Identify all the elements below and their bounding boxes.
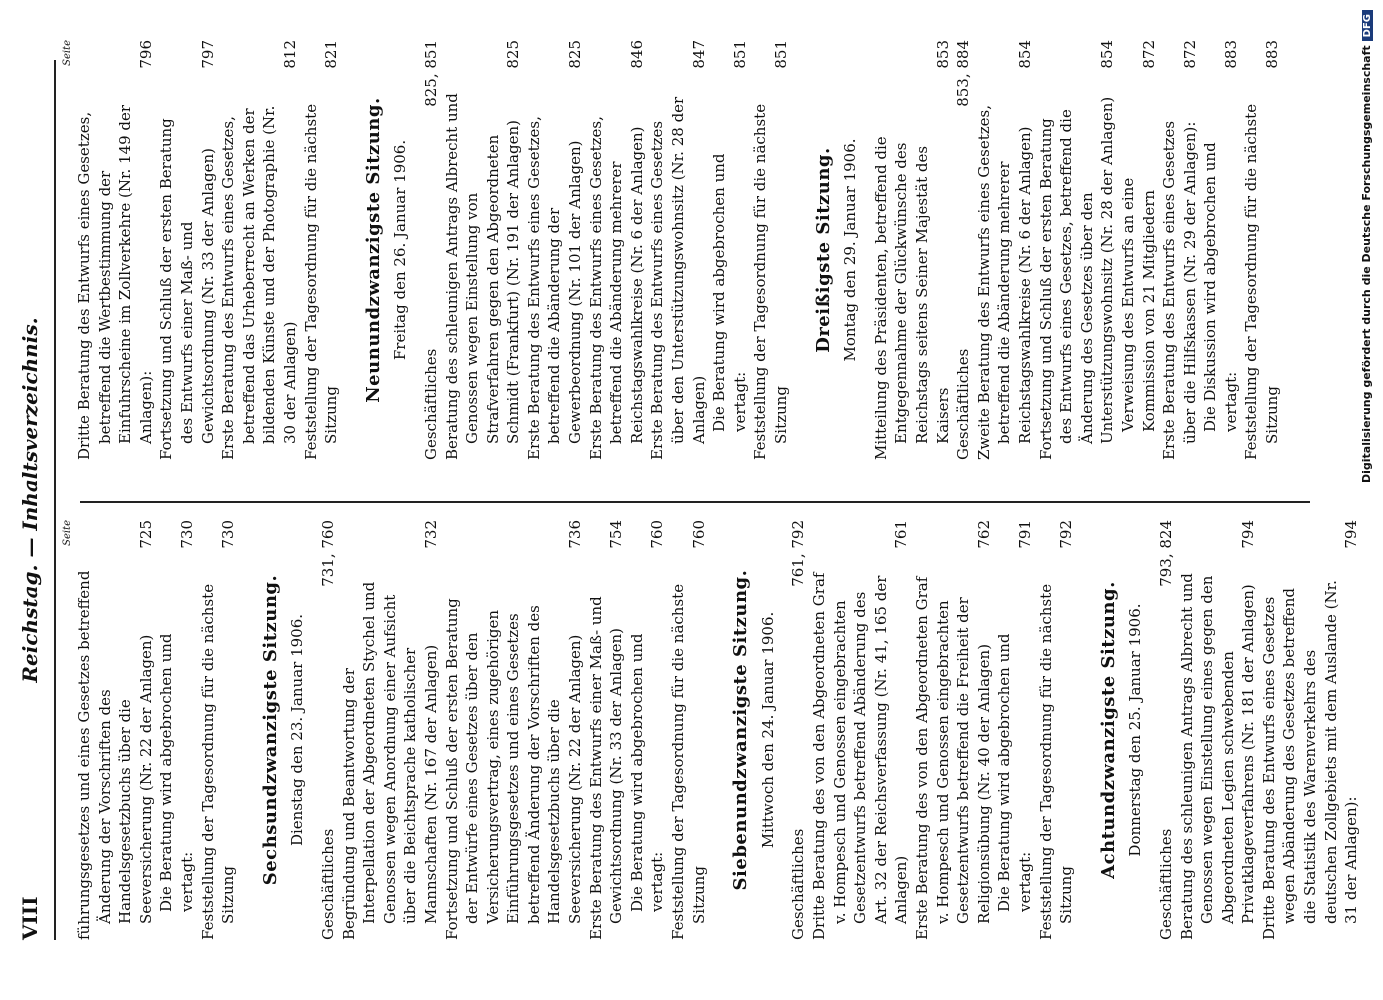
toc-entry-pages: 762 xyxy=(974,520,993,549)
toc-entry-text: Geschäftliches xyxy=(1156,828,1175,940)
toc-entry xyxy=(74,520,156,940)
toc-entry xyxy=(586,520,627,940)
toc-entry-text: Erste Beratung des Entwurfs eines Gesetzes, betreffend die Abänderung mehrerer Reichstagswahlkreise (Nr. 6 der Anlagen) xyxy=(586,116,646,460)
toc-entry-text: Die Diskussion wird abgebrochen und vertagt: xyxy=(1201,142,1240,432)
toc-entry-pages: 883 xyxy=(1263,40,1282,69)
session-date: Donnerstag den 25. Januar 1906. xyxy=(1126,603,1145,857)
toc-entry-pages: 825, 851 xyxy=(421,40,440,107)
toc-entry-pages: 812 xyxy=(280,40,299,69)
toc-entry-pages: 792 xyxy=(1057,520,1076,549)
toc-entry-text: Die Beratung wird abgebrochen und vertagt: xyxy=(627,633,667,912)
toc-entry xyxy=(1159,40,1200,460)
toc-entry xyxy=(218,40,300,460)
toc-entry xyxy=(1036,40,1118,460)
toc-entry-pages: 760 xyxy=(648,520,667,549)
toc-entry-pages: 851 xyxy=(772,40,790,69)
toc-entry xyxy=(1259,520,1362,940)
toc-entry-pages: 754 xyxy=(607,520,626,549)
left-column xyxy=(62,520,1362,940)
toc-entry-text: Geschäftliches xyxy=(954,348,973,460)
toc-entry-pages: 725 xyxy=(136,520,155,549)
toc-entry-text: Erste Beratung des Entwurfs eines Gesetzes, betreffend das Urheberrecht an Werken der bildenden Künste und der Photographie (Nr. 30 der Anlagen) xyxy=(219,105,299,460)
toc-entry-text: Feststellung der Tagesordnung für die nächste Sitzung xyxy=(301,103,341,460)
session-title: Achtundzwanzigste Sitzung. xyxy=(1097,581,1119,879)
toc-entry xyxy=(1177,520,1259,940)
toc-entry-text: Begründung und Beantwortung der Interpellation der Abgeordneten Stychel und Genossen wegen Anordnung einer Aufsicht über die Beichtsprache katholischer Mannschaften (Nr. 167 der Anlagen) xyxy=(339,581,440,940)
seite-label: Seite xyxy=(62,520,73,546)
toc-entry-pages: 730 xyxy=(219,520,238,549)
session-title: Neunundzwanzigste Sitzung. xyxy=(362,97,384,403)
toc-entry-pages: 761 xyxy=(892,520,911,549)
session-title: Dreißigste Sitzung. xyxy=(812,147,834,353)
session-date: Dienstag den 23. Januar 1906. xyxy=(288,613,307,847)
toc-entry-pages: 851 xyxy=(730,40,749,69)
toc-entry-pages: 854 xyxy=(1015,40,1034,69)
toc-entry-text: Feststellung der Tagesordnung für die nächste Sitzung xyxy=(1242,103,1282,460)
session-date: Montag den 29. Januar 1906. xyxy=(841,138,860,362)
session-title: Siebenundzwanzigste Sitzung. xyxy=(730,569,752,891)
toc-entry xyxy=(1118,40,1159,460)
toc-entry-pages: 794 xyxy=(1342,520,1361,549)
toc-entry-text: Feststellung der Tagesordnung für die nächste Sitzung xyxy=(198,583,238,940)
toc-entry-text: Die Beratung wird abgebrochen und vertagt: xyxy=(995,633,1034,912)
column-divider xyxy=(80,501,1310,503)
toc-entry-text: Dritte Beratung des Entwurfs eines Gesetzes, betreffend die Wertbestimmung der Einfuhrscheine im Zollverkehre (Nr. 149 der Anlagen): xyxy=(75,104,155,460)
toc-entry-text: Erste Beratung des Entwurfs eines Gesetzes über den Unterstützungswohnsitz (Nr. 28 der Anlagen) xyxy=(648,96,708,460)
toc-entry-pages: 791 xyxy=(1015,520,1034,549)
toc-entry xyxy=(318,520,339,940)
session-title: Sechsundzwanzigste Sitzung. xyxy=(259,574,281,886)
toc-entry-pages: 730 xyxy=(177,520,196,549)
toc-entry-text: Feststellung der Tagesordnung für die nächste Sitzung xyxy=(1036,583,1076,940)
toc-entry xyxy=(339,520,442,940)
toc-entry xyxy=(1200,40,1241,460)
toc-entry-text: Feststellung der Tagesordnung für die nächste Sitzung xyxy=(751,103,790,460)
toc-entry-pages: 736 xyxy=(566,520,585,549)
toc-entry xyxy=(156,520,197,940)
toc-entry-pages: 853, 884 xyxy=(954,40,973,107)
toc-entry-text: Zweite Beratung des Entwurfs eines Gesetzes, betreffend die Abänderung mehrerer Reichstagswahlkreise (Nr. 6 der Anlagen) xyxy=(974,105,1034,460)
toc-entry xyxy=(198,520,239,940)
toc-entry xyxy=(809,520,912,940)
toc-entry xyxy=(442,520,586,940)
toc-entry-pages: 854 xyxy=(1098,40,1117,69)
toc-entry-pages: 825 xyxy=(504,40,523,69)
toc-entry-text: führungsgesetzes und eines Gesetzes betreffend Änderung der Vorschriften des Handelsgesetzbuchs über die Seeversicherung (Nr. 22 der Anlagen) xyxy=(75,570,155,940)
toc-entry-text: Die Beratung wird abgebrochen und vertagt: xyxy=(710,153,749,432)
toc-entry-pages: 825 xyxy=(566,40,585,69)
session-date: Mittwoch den 24. Januar 1906. xyxy=(758,611,777,849)
toc-entry xyxy=(301,40,342,460)
toc-entry-text: Geschäftliches xyxy=(789,828,808,940)
toc-entry-pages: 732 xyxy=(421,520,440,549)
toc-entry-text: Erste Beratung des von den Abgeordneten Graf v. Hompesch und Genossen eingebrachten Gesetzentwurfs betreffend die Freiheit der Religionsübung (Nr. 40 der Anlagen) xyxy=(912,576,993,940)
toc-entry xyxy=(586,40,648,460)
toc-entry xyxy=(709,40,750,460)
toc-entry xyxy=(788,520,809,940)
toc-entry-pages: 731, 760 xyxy=(318,520,337,587)
toc-entry xyxy=(647,40,709,460)
toc-entry-text: Fortsetzung und Schluß der ersten Beratung der Entwürfe eines Gesetzes über den Versicherungsvertrag, eines zugehörigen Einführungsgesetzes und eines Gesetzes betreffend Änderung der Vorschriften des Handelsgesetzbuchs über die Seeversicherung (Nr. 22 der Anlagen) xyxy=(442,598,585,940)
toc-entry-pages: 883 xyxy=(1221,40,1240,69)
toc-entry xyxy=(1156,520,1177,940)
toc-entry-text: Fortsetzung und Schluß der ersten Beratung des Entwurfs eines Gesetzes, betreffend die Änderung des Gesetzes über den Unterstützungswohnsitz (Nr. 28 der Anlagen) xyxy=(1036,96,1117,460)
toc-entry-pages: 872 xyxy=(1180,40,1199,69)
toc-entry-text: Erste Beratung des Entwurfs eines Gesetzes über die Hilfskassen (Nr. 29 der Anlagen): xyxy=(1160,120,1199,460)
toc-entry-text: Dritte Beratung des von den Abgeordneten Graf v. Hompesch und Genossen eingebrachten Gesetzentwurfs betreffend Abänderung des Art. 32 der Reichsverfassung (Nr. 41, 165 der Anlagen) xyxy=(810,572,911,940)
toc-entry-text: Dritte Beratung des Entwurfs eines Gesetzes wegen Abänderung des Gesetzes betreffend die Statistik des Warenverkehrs des deutschen Zollgebiets mit dem Auslande (Nr. 31 der Anlagen): xyxy=(1259,580,1361,940)
toc-entry-text: Mitteilung des Präsidenten, betreffend die Entgegennahme der Glückwünsche des Reichstags seitens Seiner Majestät des Kaisers xyxy=(871,136,952,460)
toc-entry-text: Erste Beratung des Entwurfs eines Gesetzes, betreffend die Abänderung der Gewerbeordnung (Nr. 101 der Anlagen) xyxy=(524,116,585,460)
toc-entry-text: Die Beratung wird abgebrochen und vertagt: xyxy=(157,633,196,912)
page-number: VIII xyxy=(18,896,42,940)
toc-entry xyxy=(442,40,524,460)
toc-entry xyxy=(974,40,1036,460)
toc-entry-pages: 821 xyxy=(322,40,341,69)
toc-entry-text: Geschäftliches xyxy=(318,828,337,940)
toc-entry-text: Fortsetzung und Schluß der ersten Beratung des Entwurfs einer Maß- und Gewichtsordnung (Nr. 33 der Anlagen) xyxy=(157,118,217,460)
toc-entry xyxy=(1036,520,1077,940)
toc-entry xyxy=(74,40,156,460)
toc-entry-pages: 797 xyxy=(198,40,217,69)
toc-entry xyxy=(627,520,668,940)
toc-entry xyxy=(994,520,1035,940)
toc-entry-text: Verweisung des Entwurfs an eine Kommission von 21 Mitgliedern xyxy=(1118,177,1158,432)
toc-entry-text: Geschäftliches xyxy=(421,348,440,460)
toc-entry xyxy=(668,520,709,940)
page-title: Reichstag. — Inhaltsverzeichnis. xyxy=(18,317,42,683)
right-column xyxy=(62,40,1283,460)
toc-entry xyxy=(912,520,994,940)
toc-entry-text: Erste Beratung des Entwurfs einer Maß- und Gewichtsordnung (Nr. 33 der Anlagen) xyxy=(586,596,626,940)
toc-entry xyxy=(1241,40,1282,460)
footer-text: Digitalisierung gefördert durch die Deutsche Forschungsgemeinschaft xyxy=(1360,45,1373,484)
toc-entry-text: Beratung des schleunigen Antrags Albrecht und Genossen wegen Einstellung eines gegen den Abgeordneten Legien schwebenden Privatklageverfahrens (Nr. 181 der Anlagen) xyxy=(1177,573,1258,940)
toc-entry xyxy=(421,40,442,460)
seite-label: Seite xyxy=(62,40,73,66)
digitization-footer xyxy=(1360,10,1373,660)
toc-entry xyxy=(953,40,974,460)
toc-entry-pages: 761, 792 xyxy=(789,520,808,587)
toc-entry-pages: 872 xyxy=(1139,40,1158,69)
toc-entry-pages: 853 xyxy=(933,40,952,69)
toc-entry-pages: 793, 824 xyxy=(1156,520,1175,587)
toc-entry-pages: 846 xyxy=(627,40,646,69)
dfg-logo: DFG xyxy=(1362,10,1373,41)
session-date: Freitag den 26. Januar 1906. xyxy=(391,139,410,361)
page-header xyxy=(14,60,56,940)
toc-entry-pages: 796 xyxy=(136,40,155,69)
toc-entry-pages: 760 xyxy=(689,520,708,549)
toc-entry xyxy=(156,40,218,460)
toc-entry-pages: 847 xyxy=(689,40,708,69)
toc-entry-text: Beratung des schleunigen Antrags Albrecht und Genossen wegen Einstellung von Strafverfahren gegen den Abgeordneten Schmidt (Frankfurt) (Nr. 191 der Anlagen) xyxy=(442,93,523,460)
toc-entry xyxy=(524,40,586,460)
toc-entry xyxy=(750,40,791,460)
toc-entry xyxy=(871,40,953,460)
toc-entry-pages: 794 xyxy=(1239,520,1258,549)
toc-entry-text: Feststellung der Tagesordnung für die nächste Sitzung xyxy=(669,583,708,940)
